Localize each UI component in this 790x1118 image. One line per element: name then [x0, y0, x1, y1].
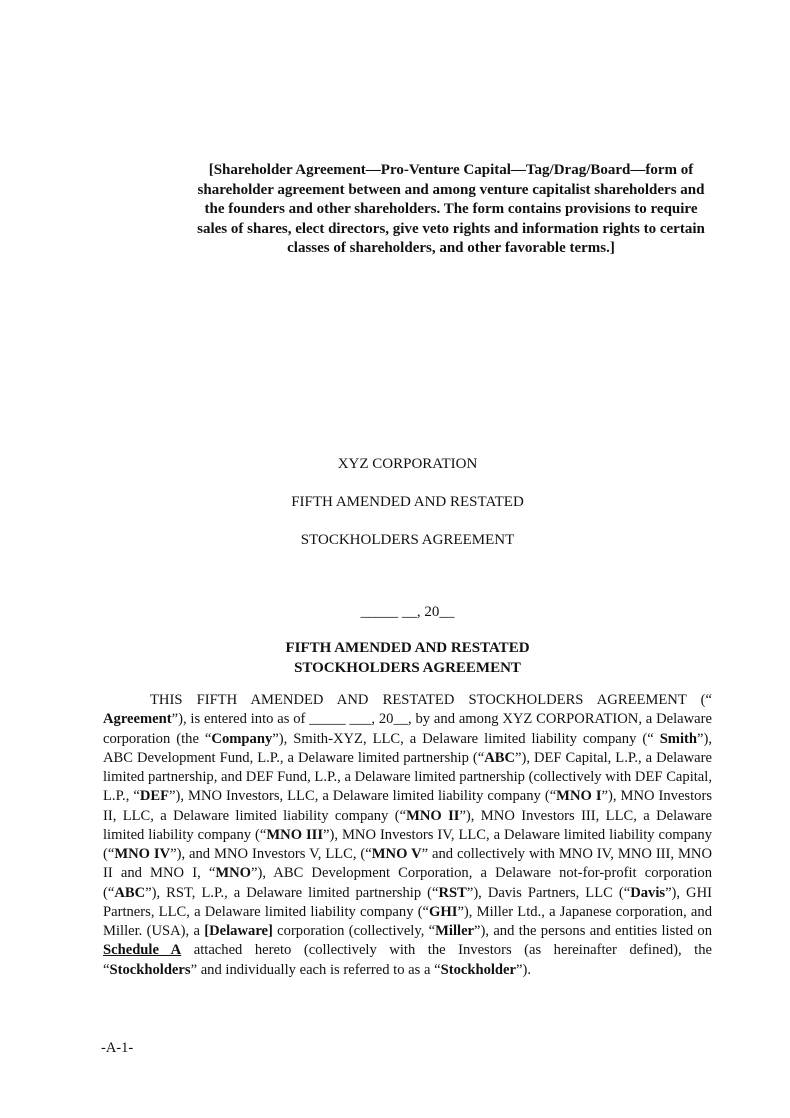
preamble-text: attached hereto (collectively with the Investors (as hereinafter defined), the “	[103, 942, 712, 978]
preamble-text: corporation (collectively, “	[272, 923, 436, 939]
defined-term: MNO I	[556, 788, 602, 805]
agreement-heading	[0, 638, 790, 678]
defined-term: MNO IV	[114, 846, 171, 862]
defined-term: RST	[438, 884, 467, 901]
preamble-text: ” and collectively with MNO IV, MNO III, MNO II and MNO I, “	[103, 846, 713, 882]
preamble-text: ”), MNO Investors, LLC, a Delaware limited liability company (“	[169, 788, 557, 805]
preamble-text: ”), GHI Partners, LLC, a Delaware limited liability company (“	[103, 884, 712, 920]
defined-term: Stockholders	[109, 961, 191, 978]
preamble-text: ”), Miller Ltd., a Japanese corporation, and Miller. (USA), a	[103, 903, 712, 939]
defined-term: Company	[211, 730, 273, 747]
defined-term: Agreement	[103, 711, 172, 728]
cover-title-line-2: STOCKHOLDERS AGREEMENT	[300, 532, 515, 548]
schedule-reference: Schedule A	[103, 942, 182, 959]
defined-term: GHI	[429, 903, 458, 920]
defined-term: MNO V	[371, 846, 422, 862]
preamble-text: ”), and the persons and entities listed on	[474, 923, 712, 939]
preamble-text: ”), MNO Investors IV, LLC, a Delaware limited liability company (“	[103, 826, 712, 862]
agreement-heading-line-1: FIFTH AMENDED AND RESTATED	[285, 640, 530, 656]
preamble-text: THIS FIFTH AMENDED AND RESTATED STOCKHOLDERS AGREEMENT (“	[150, 692, 712, 708]
form-description-note: [Shareholder Agreement—Pro-Venture Capital—Tag/Drag/Board—form of shareholder agreement between and among venture capitalist shareholders and the founders and other shareholders. The form contains provisions to require sales of shares, elect directors, give veto rights and information rights to certain classes of shareholders, and other favorable terms.]	[197, 162, 705, 257]
preamble-text: ”), and MNO Investors V, LLC, (“	[170, 846, 372, 862]
agreement-heading-line-2: STOCKHOLDERS AGREEMENT	[294, 660, 521, 676]
cover-date-line: _____ __, 20__	[360, 604, 455, 620]
defined-term: MNO II	[406, 807, 460, 824]
preamble-text: ”), RST, L.P., a Delaware limited partnership (“	[145, 884, 439, 901]
preamble-text: ”), MNO Investors III, LLC, a Delaware limited liability company (“	[103, 807, 712, 843]
defined-term: MNO III	[266, 826, 324, 843]
defined-term: Davis	[630, 884, 666, 901]
preamble-text: ”), MNO Investors II, LLC, a Delaware limited liability company (“	[103, 788, 712, 824]
defined-term: Miller	[435, 923, 475, 939]
defined-term: MNO	[215, 865, 251, 882]
preamble-text: ”), ABC Development Corporation, a Delaware not-for-profit corporation (“	[103, 865, 712, 901]
defined-term: Smith	[659, 730, 697, 747]
preamble-text: ”), is entered into as of _____ ___, 20__, by and among XYZ CORPORATION, a Delaware corporation (the “	[103, 711, 712, 747]
preamble-paragraph	[103, 691, 712, 980]
defined-term: ABC	[484, 749, 515, 766]
preamble-text: ”), Davis Partners, LLC (“	[466, 884, 631, 901]
defined-term: Stockholder	[440, 961, 516, 978]
page-number: -A-1-	[101, 1040, 134, 1056]
defined-term: DEF	[139, 788, 170, 805]
preamble-text: ”), ABC Development Fund, L.P., a Delaware limited partnership (“	[103, 730, 712, 766]
preamble-text: ”), Smith-XYZ, LLC, a Delaware limited liability company (“	[272, 730, 660, 747]
preamble-text: ”), DEF Capital, L.P., a Delaware limited partnership, and DEF Fund, L.P., a Delaware limited partnership (collectively with DEF Capital, L.P., “	[103, 749, 712, 805]
defined-term: ABC	[114, 884, 146, 901]
cover-company-name: XYZ CORPORATION	[337, 456, 478, 472]
preamble-text: ” and individually each is referred to as a “	[190, 961, 441, 978]
defined-term: [Delaware]	[204, 923, 273, 939]
cover-title-line-1: FIFTH AMENDED AND RESTATED	[291, 494, 524, 510]
preamble-text: ”).	[516, 961, 531, 978]
